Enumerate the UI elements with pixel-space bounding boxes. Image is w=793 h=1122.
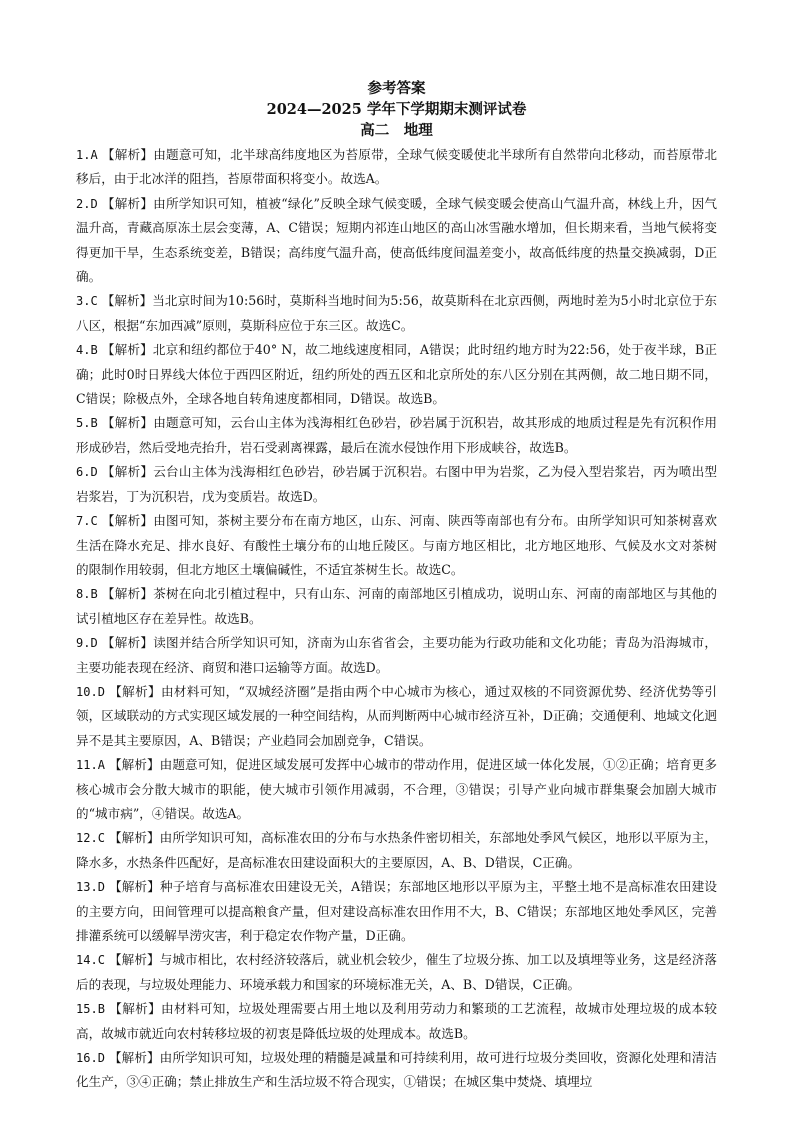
answer-choice: D	[90, 465, 98, 480]
question-number: 9	[76, 636, 84, 651]
answer-item	[76, 997, 717, 1046]
answer-item	[76, 460, 717, 509]
question-number: 5	[76, 416, 84, 431]
question-number: 6	[76, 465, 84, 480]
number-dot: .	[90, 758, 98, 773]
answer-item	[76, 509, 717, 582]
question-number: 8	[76, 587, 84, 602]
number-dot: .	[83, 587, 91, 602]
answer-item	[76, 826, 717, 875]
number-dot: .	[83, 294, 91, 309]
answer-item	[76, 143, 717, 192]
analysis-text: 【解析】读图并结合所学知识可知，济南为山东省省会，主要功能为行政功能和文化功能；青岛为沿海城市，主要功能表现在经济、商贸和港口运输等方面。故选D。	[76, 635, 717, 675]
number-dot: .	[90, 831, 98, 846]
analysis-text: 【解析】由所学知识可知，垃圾处理的精髓是减量和可持续利用，故可进行垃圾分类回收，资源化处理和清洁化生产，③④正确；禁止排放生产和生活垃圾不符合现实，①错误；在城区集中焚烧、填埋垃	[76, 1050, 717, 1090]
number-dot: .	[83, 343, 91, 358]
answer-choice: D	[90, 196, 98, 211]
answer-choice: A	[90, 148, 98, 162]
answer-item	[76, 631, 717, 680]
answer-choice: B	[90, 343, 98, 358]
answer-item	[76, 289, 717, 338]
answer-choice: D	[90, 636, 98, 651]
answer-choice: A	[97, 758, 105, 773]
answer-choice: C	[97, 831, 105, 846]
number-dot: .	[83, 416, 91, 431]
number-dot: .	[90, 953, 98, 968]
analysis-text: 【解析】茶树在向北引植过程中，只有山东、河南的南部地区引植成功，说明山东、河南的南部地区与其他的试引植地区存在差异性。故选B。	[76, 586, 717, 626]
answer-choice: B	[90, 587, 98, 602]
question-number: 3	[76, 294, 84, 309]
analysis-text: 【解析】种子培育与高标准农田建设无关，A错误；东部地区地形以平原为主，平整土地不是高标准农田建设的主要方向，田间管理可以提高粮食产量，但对建设高标准农田作用不大，B、C错误；东部地区地处季风区，完善排灌系统可以缓解旱涝灾害，利于稳定农作物产量，D正确。	[76, 879, 717, 943]
question-number: 16	[76, 1051, 91, 1066]
number-dot: .	[83, 196, 91, 211]
answer-choice: C	[97, 953, 105, 968]
analysis-text: 【解析】由题意可知，云台山主体为浅海相红色砂岩，砂岩属于沉积岩，故其形成的地质过程是先有沉积作用形成砂岩，然后受地壳抬升，岩石受剥离裸露，最后在流水侵蚀作用下形成峡谷，故选B。	[76, 415, 717, 455]
question-number: 2	[76, 196, 84, 211]
answer-item	[76, 753, 717, 826]
answer-choice: C	[90, 514, 98, 529]
page-title: 参考答案	[367, 80, 426, 97]
number-dot: .	[90, 880, 98, 895]
analysis-text: 【解析】由所学知识可知，高标准农田的分布与水热条件密切相关，东部地处季风气候区，地形以平原为主，降水多，水热条件匹配好，是高标准农田建设面积大的主要原因，A、B、D错误，C正确。	[76, 830, 717, 870]
answer-item	[76, 1046, 717, 1095]
number-dot: .	[83, 465, 91, 480]
answer-list	[76, 143, 717, 1095]
question-number: 10	[76, 684, 91, 699]
number-dot: .	[90, 1002, 98, 1017]
answer-choice: B	[90, 416, 98, 431]
answer-choice: C	[90, 294, 98, 309]
analysis-text: 【解析】云台山主体为浅海相红色砂岩，砂岩属于沉积岩。右图中甲为岩浆，乙为侵入型岩浆岩，丙为喷出型岩浆岩，丁为沉积岩，戊为变质岩。故选D。	[76, 464, 717, 504]
answer-item	[76, 338, 717, 411]
subject-title: 高二 地理	[360, 122, 433, 139]
number-dot: .	[83, 148, 91, 162]
number-dot: .	[83, 514, 91, 529]
question-number: 15	[76, 1002, 91, 1017]
answer-item	[76, 680, 717, 753]
question-number: 1	[76, 148, 84, 162]
question-number: 7	[76, 514, 84, 529]
answer-item	[76, 411, 717, 460]
question-number: 14	[76, 953, 91, 968]
answer-item	[76, 192, 717, 290]
answer-sheet-page	[76, 78, 717, 1095]
answer-item	[76, 582, 717, 631]
analysis-text: 【解析】由材料可知，垃圾处理需要占用土地以及利用劳动力和繁琐的工艺流程，故城市处理垃圾的成本较高，故城市就近向农村转移垃圾的初衷是降低垃圾的处理成本。故选B。	[76, 1001, 717, 1041]
question-number: 4	[76, 343, 84, 358]
analysis-text: 【解析】由所学知识可知，植被“绿化”反映全球气候变暖，全球气候变暖会使高山气温升高，林线上升，因气温升高，青藏高原冻土层会变薄，A、C错误；短期内祁连山地区的高山冰雪融水增加，但长期来看，当地气候将变得更加干旱，生态系统变差，B错误；高纬度气温升高，使高低纬度间温差变小，故高低纬度的热量交换减弱，D正确。	[76, 195, 717, 285]
analysis-text: 【解析】与城市相比，农村经济较落后，就业机会较少，催生了垃圾分拣、加工以及填埋等业务，这是经济落后的表现，与垃圾处理能力、环境承载力和国家的环境标准无关，A、B、D错误，C正确。	[76, 952, 717, 992]
number-dot: .	[83, 636, 91, 651]
analysis-text: 【解析】由题意可知，促进区域发展可发挥中心城市的带动作用，促进区域一体化发展，①②正确；培育更多核心城市会分散大城市的职能，使大城市引领作用减弱，不合理，③错误；引导产业向城市群集聚会加剧大城市的“城市病”，④错误。故选A。	[76, 757, 717, 821]
answer-choice: D	[97, 684, 105, 699]
number-dot: .	[90, 1051, 98, 1066]
exam-subtitle: 2024—2025 学年下学期期末测评试卷	[266, 101, 527, 118]
analysis-text: 【解析】由题意可知，北半球高纬度地区为苔原带，全球气候变暖使北半球所有自然带向北移动，而苔原带北移后，由于北冰洋的阻挡，苔原带面积将变小。故选A。	[76, 147, 717, 187]
question-number: 13	[76, 880, 91, 895]
answer-choice: D	[97, 1051, 105, 1066]
answer-item	[76, 875, 717, 948]
analysis-text: 【解析】当北京时间为10:56时，莫斯科当地时间为5:56，故莫斯科在北京西侧，两地时差为5小时北京位于东八区，根据“东加西减”原则，莫斯科应位于东三区。故选C。	[76, 293, 717, 333]
analysis-text: 【解析】由图可知，茶树主要分布在南方地区，山东、河南、陕西等南部也有分布。由所学知识可知茶树喜欢生活在降水充足、排水良好、有酸性土壤分布的山地丘陵区。与南方地区相比，北方地区地形、气候及水文对茶树的限制作用较弱，但北方地区土壤偏碱性，不适宜茶树生长。故选C。	[76, 513, 717, 577]
question-number: 12	[76, 831, 91, 846]
answer-item	[76, 948, 717, 997]
analysis-text: 【解析】北京和纽约都位于40° N，故二地线速度相同，A错误；此时纽约地方时为22:56，处于夜半球，B正确；此时0时日界线大体位于西四区附近，纽约所处的西五区和北京所处的东八区分别在其两侧，故二地日期不同，C错误；除极点外，全球各地自转角速度都相同，D错误。故选B。	[76, 342, 717, 407]
analysis-text: 【解析】由材料可知，“双城经济圈”是指由两个中心城市为核心，通过双核的不同资源优势、经济优势等引领，区域联动的方式实现区域发展的一种空间结构，从而判断两中心城市经济互补，D正确；交通便利、地域文化迥异不是其主要原因，A、B错误；产业趋同会加剧竞争，C错误。	[76, 683, 717, 748]
number-dot: .	[90, 684, 98, 699]
answer-choice: B	[97, 1002, 105, 1017]
question-number: 11	[76, 758, 91, 773]
answer-choice: D	[97, 880, 105, 895]
